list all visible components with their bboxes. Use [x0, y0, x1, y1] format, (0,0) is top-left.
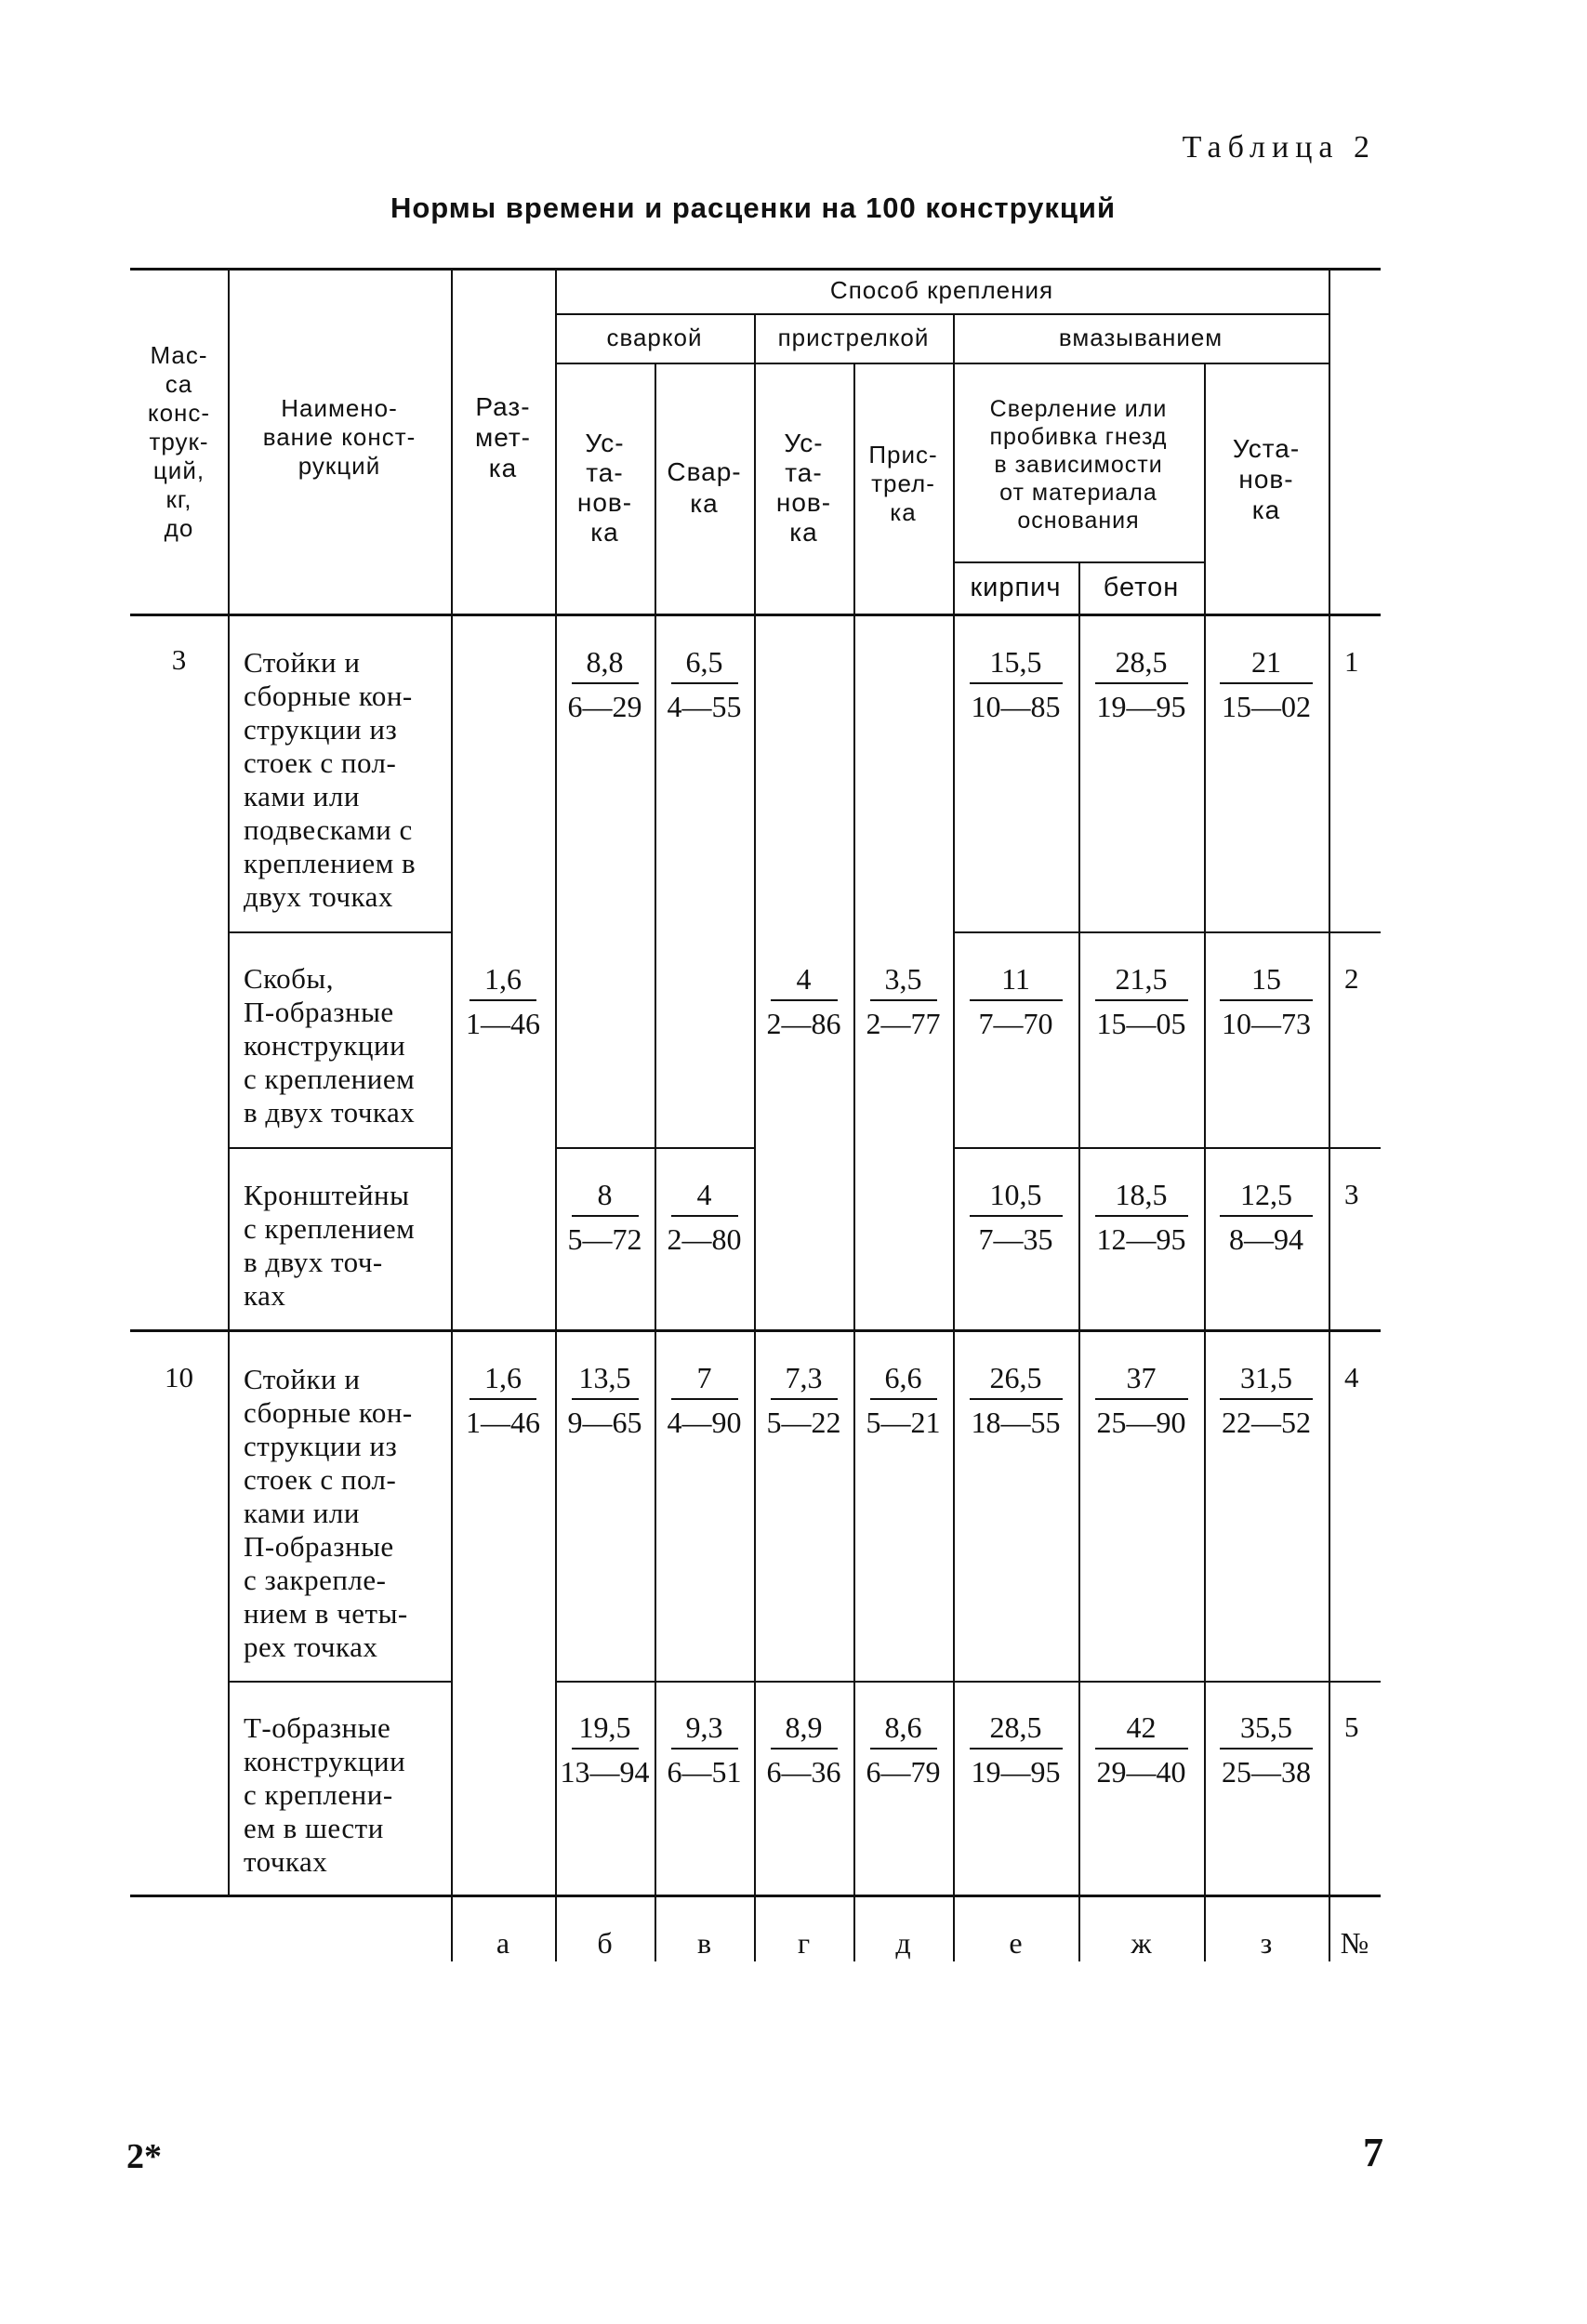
value-cell: 28,5 19—95: [971, 1710, 1061, 1789]
header-weld: Свар- ка: [667, 457, 742, 518]
header-mass: Мас- са конс- трук- ций, кг, до: [147, 340, 211, 542]
row-name: Стойки и сборные кон- струкции из стоек с пол- ками или подвесками с креплением в двух точках: [244, 646, 417, 913]
value-cell: 13,5 9—65: [567, 1361, 642, 1439]
value-cell: 18,5 12—95: [1096, 1178, 1186, 1256]
column-letter: е: [1009, 1926, 1023, 1960]
row-name: Стойки и сборные кон- струкции из стоек с пол- ками или П-образные с закрепле- нием в четы- рех точках: [244, 1363, 413, 1663]
row-name: Т-образные конструкции с креплени- ем в шести точках: [244, 1711, 406, 1878]
row-name: Скобы, П-образные конструкции с креплением в двух точках: [244, 962, 416, 1129]
value-cell: 37 25—90: [1096, 1361, 1186, 1439]
header-method: Способ крепления: [829, 276, 1054, 304]
rule-row4-bottom: [228, 1681, 451, 1683]
value-cell: 42 29—40: [1096, 1710, 1186, 1789]
rule-row2-bottom: [228, 1147, 451, 1149]
table-label: Таблица 2: [1182, 130, 1376, 165]
value-cell: 35,5 25—38: [1222, 1710, 1311, 1789]
header-grouting: вмазыванием: [1058, 324, 1223, 351]
value-cell: 1,6 1—46: [466, 962, 540, 1040]
column-number-sign: №: [1340, 1926, 1369, 1960]
column-letter: а: [496, 1926, 510, 1960]
column-letter: ж: [1131, 1926, 1152, 1960]
row-number: 2: [1344, 962, 1359, 995]
header-brick: кирпич: [970, 572, 1062, 602]
page-title: Нормы времени и расценки на 100 конструкций: [390, 191, 1117, 224]
value-cell: 15 10—73: [1222, 962, 1311, 1040]
column-letter: д: [895, 1926, 911, 1960]
value-cell: 8 5—72: [567, 1178, 642, 1256]
value-cell: 8,9 6—36: [766, 1710, 841, 1789]
group-mass-value: 10: [165, 1361, 193, 1393]
vline-num-left: [1329, 268, 1330, 1961]
header-nail: Прис- трел- ка: [868, 440, 938, 526]
row-number: 5: [1344, 1710, 1359, 1743]
page-number: 7: [1363, 2130, 1383, 2175]
value-cell: 4 2—80: [667, 1178, 742, 1256]
value-cell: 7,3 5—22: [766, 1361, 841, 1439]
header-name: Наимено- вание конст- рукций: [262, 393, 417, 480]
header-nailing: пристрелкой: [777, 324, 930, 351]
value-cell: 1,6 1—46: [466, 1361, 540, 1439]
value-cell: 11 7—70: [953, 960, 1078, 1042]
value-cell: 7 4—90: [667, 1361, 742, 1439]
row-number: 3: [1344, 1178, 1359, 1210]
rule-subgroups-under: [555, 363, 1329, 364]
value-cell: 3,5 2—77: [866, 962, 941, 1040]
header-install-grout: Уста- нов- ка: [1232, 433, 1301, 524]
row-number: 4: [1344, 1361, 1359, 1393]
value-cell: 9,3 6—51: [667, 1710, 742, 1789]
group-mass-value: 3: [171, 643, 187, 676]
vline-name-left: [228, 268, 230, 1895]
value-cell: 4 2—86: [766, 962, 841, 1040]
header-markup: Раз- мет- ка: [474, 391, 532, 482]
column-letter: г: [797, 1926, 811, 1960]
value-cell: 12,5 8—94: [1204, 1176, 1329, 1258]
rule-row2-bottom-right: [953, 1147, 1381, 1149]
column-letter: з: [1260, 1926, 1273, 1960]
value-cell: 21 15—02: [1222, 645, 1311, 723]
rule-row1-bottom-right: [953, 931, 1381, 933]
value-cell: 6,5 4—55: [667, 645, 742, 723]
rule-row1-bottom: [228, 931, 451, 933]
header-install-weld: Ус- та- нов- ка: [576, 429, 633, 547]
row-number: 1: [1344, 645, 1359, 678]
value-cell: 19,5 13—94: [560, 1710, 650, 1789]
column-letter: в: [696, 1926, 712, 1960]
value-cell: 26,5 18—55: [971, 1361, 1061, 1439]
header-welding: сваркой: [606, 324, 703, 351]
footer-signature-mark: 2*: [126, 2137, 162, 2176]
column-letter: б: [597, 1926, 613, 1960]
rule-row4-bottom-right: [555, 1681, 1381, 1683]
header-drilling: Сверление или пробивка гнезд в зависимости от материала основания: [989, 396, 1168, 534]
row-name: Кронштейны с креплением в двух точ- ках: [244, 1179, 416, 1312]
value-cell: 10,5 7—35: [953, 1176, 1078, 1258]
header-install-nail: Ус- та- нов- ка: [775, 429, 832, 547]
value-cell: 8,6 6—79: [866, 1710, 941, 1789]
header-concrete: бетон: [1103, 572, 1180, 602]
value-cell: 15,5 10—85: [971, 645, 1061, 723]
value-cell: 31,5 22—52: [1222, 1361, 1311, 1439]
value-cell: 21,5 15—05: [1096, 962, 1186, 1040]
value-cell: 28,5 19—95: [1096, 645, 1186, 723]
value-cell: 6,6 5—21: [866, 1361, 941, 1439]
value-cell: 8,8 6—29: [567, 645, 642, 723]
